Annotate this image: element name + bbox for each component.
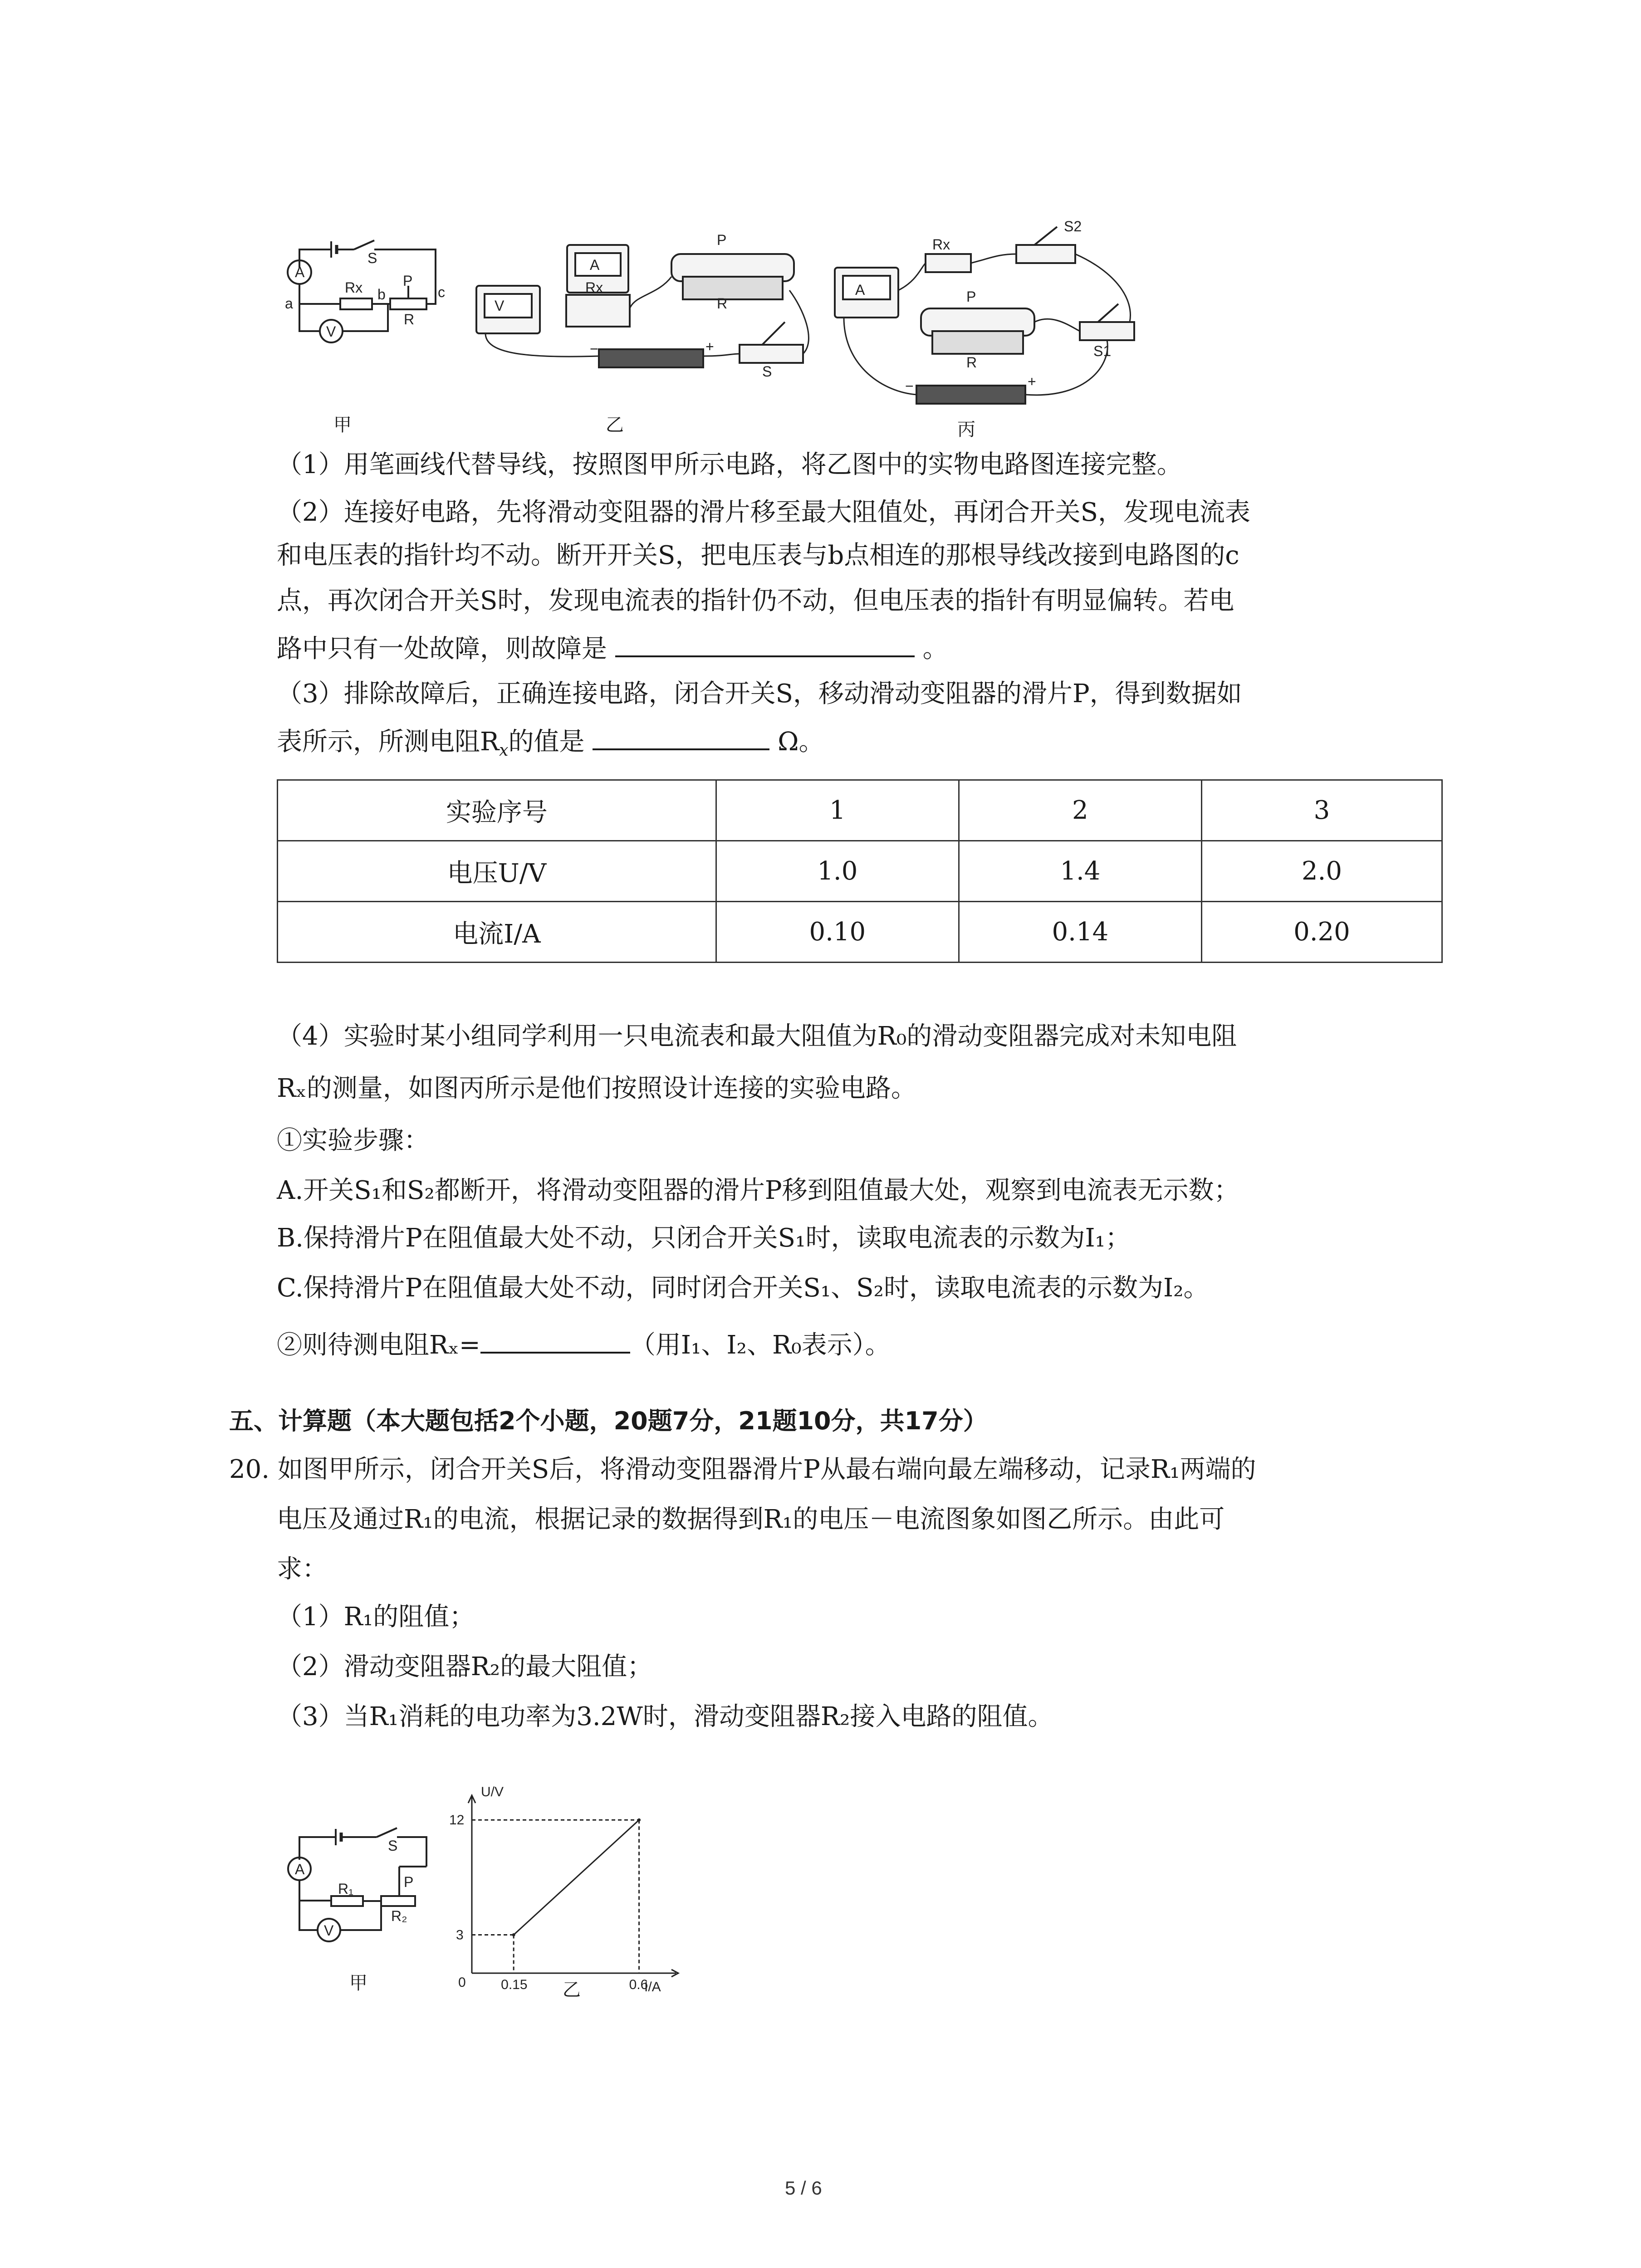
subscript-x: x [499,741,509,760]
result-note: （用I₁、I₂、R₀表示）。 [630,1330,891,1360]
q20-sub3: （3）当R₁消耗的电功率为3.2W时，滑动变阻器R₂接入电路的阻值。 [277,1702,1053,1731]
table-row [278,902,1442,963]
data-point [638,1819,640,1821]
table-cell: 电流I/A [278,902,716,963]
q19-part3-line2-text: 表所示，所测电阻R [277,727,500,757]
battery-minus-yi: − [590,341,598,357]
rheostat-r-label-jia: R [404,311,415,327]
q19-part4-line1: （4）实验时某小组同学利用一只电流表和最大阻值为R₀的滑动变阻器完成对未知电阻 [277,1022,1237,1051]
voltmeter-label-yi: V [495,298,505,314]
step-b: B.保持滑片P在阻值最大处不动，只闭合开关S₁时，读取电流表的示数为I₁； [277,1223,1131,1253]
data-table [277,779,1443,963]
y-tick-label: 3 [456,1927,464,1943]
q19-part2-line2: 和电压表的指针均不动。断开开关S，把电压表与b点相连的那根导线改接到电路图的c [277,541,1239,570]
physical-circuit-bing [835,227,1134,404]
slider-p-label-yi: P [717,232,727,248]
rx-label-bing: Rx [932,236,950,253]
q19-part2-line4-end: 。 [922,634,948,664]
rx-label-yi: Rx [585,279,603,296]
table-cell: 2.0 [1201,841,1442,902]
figure-label-yi-bottom: 乙 [563,1980,581,2000]
voltmeter-label-bottom: V [324,1922,334,1939]
q19-part2-line4 [277,628,948,667]
rheostat-r-label-bing: R [966,354,977,371]
origin-label: 0 [458,1975,466,1990]
q19-part3-line1: （3）排除故障后，正确连接电路，闭合开关S，移动滑动变阻器的滑片P，得到数据如 [277,679,1242,709]
r1-label-bottom: R₁ [338,1881,353,1897]
slider-p-label-bing: P [966,288,976,305]
ammeter-label-yi: A [590,257,600,273]
figure-label-jia-top: 甲 [333,415,352,435]
y-tick-label: 12 [449,1813,465,1828]
q19-part2-line3: 点，再次闭合开关S时，发现电流表的指针仍不动，但电压表的指针有明显偏转。若电 [277,586,1234,616]
y-axis-label: U/V [481,1784,504,1799]
r2-label-bottom: R₂ [391,1908,407,1924]
figure-bottom-circuit [272,1805,463,1969]
q20-sub2: （2）滑动变阻器R₂的最大阻值； [277,1652,653,1681]
q19-part1: （1）用笔画线代替导线，按照图甲所示电路，将乙图中的实物电路图连接完整。 [277,450,1182,479]
battery-plus-yi: + [705,338,714,355]
table-header-cell: 3 [1201,780,1442,841]
battery-minus-bing: − [905,378,914,394]
data-point [513,1934,514,1936]
step-a: A.开关S₁和S₂都断开，将滑动变阻器的滑片P移到阻值最大处，观察到电流表无示数； [277,1176,1239,1205]
q19-part3-line2 [277,721,824,769]
table-header-cell: 实验序号 [278,780,716,841]
slider-p-label-jia: P [403,273,413,289]
x-tick-label: 0.6 [629,1977,648,1991]
rheostat-r-label-yi: R [717,295,728,312]
point-c-label: c [438,284,445,300]
x-tick-label: 0.15 [501,1977,528,1991]
switch-label-bottom: S [388,1838,398,1854]
table-cell: 电压U/V [278,841,716,902]
answer-blank-fault[interactable] [615,628,915,657]
slider-p-label-bottom: P [404,1874,414,1890]
table-cell: 0.10 [716,902,959,963]
figure-label-jia-bottom: 甲 [349,1973,367,1994]
steps-title: ①实验步骤： [277,1126,429,1155]
q20-line1: 20. 如图甲所示，闭合开关S后，将滑动变阻器滑片P从最右端向最左端移动，记录R₁两端的 [229,1455,1256,1484]
ammeter-label-jia: A [295,264,305,280]
voltmeter-label-jia: V [326,323,336,340]
switch-label-jia: S [367,250,377,266]
table-cell: 0.14 [959,902,1201,963]
step-c: C.保持滑片P在阻值最大处不动，同时闭合开关S₁、S₂时，读取电流表的示数为I₂。 [277,1273,1209,1303]
q19-part3-line2-unit: Ω。 [778,727,824,757]
ammeter-label-bing: A [855,282,865,298]
table-cell: 0.20 [1201,902,1442,963]
q19-part4-line2: Rₓ的测量，如图丙所示是他们按照设计连接的实验电路。 [277,1074,916,1103]
figure-label-yi-top: 乙 [606,415,624,435]
result-text: ②则待测电阻Rₓ= [277,1330,480,1360]
section-title: 五、计算题（本大题包括2个小题，20题7分，21题10分，共17分） [229,1407,988,1435]
table-cell: 1.4 [959,841,1201,902]
x-axis-label: I/A [644,1980,661,1991]
rx-label-jia: Rx [345,279,363,296]
table-header-cell: 2 [959,780,1201,841]
q19-part3-line2-text-b: 的值是 [508,727,585,757]
q20-sub1: （1）R₁的阻值； [277,1602,475,1632]
figure-top-circuits [272,218,1180,445]
q20-line3: 求： [277,1554,328,1584]
table-header-row [278,780,1442,841]
s2-label-bing: S2 [1064,218,1082,235]
data-line [514,1820,639,1935]
table-row [278,841,1442,902]
table-header-cell: 1 [716,780,959,841]
table-cell: 1.0 [716,841,959,902]
q19-part2-line4-text: 路中只有一处故障，则故障是 [277,634,607,664]
physical-circuit-yi [476,245,803,367]
answer-blank-rx-formula[interactable] [480,1325,630,1354]
page-number: 5 / 6 [785,2177,822,2199]
answer-blank-rx[interactable] [593,721,769,750]
battery-plus-bing: + [1028,373,1036,390]
ammeter-label-bottom: A [295,1861,305,1877]
figure-label-bing-top: 丙 [957,419,975,440]
result-line [277,1325,891,1364]
q20-line2: 电压及通过R₁的电流，根据记录的数据得到R₁的电压－电流图象如图乙所示。由此可 [277,1505,1225,1534]
point-b-label: b [377,286,386,303]
q19-part2-line1: （2）连接好电路，先将滑动变阻器的滑片移至最大阻值处，再闭合开关S，发现电流表 [277,498,1250,527]
point-a-label: a [285,295,293,312]
uv-graph [445,1783,699,1991]
switch-label-yi: S [762,363,772,380]
s1-label-bing: S1 [1093,343,1112,359]
